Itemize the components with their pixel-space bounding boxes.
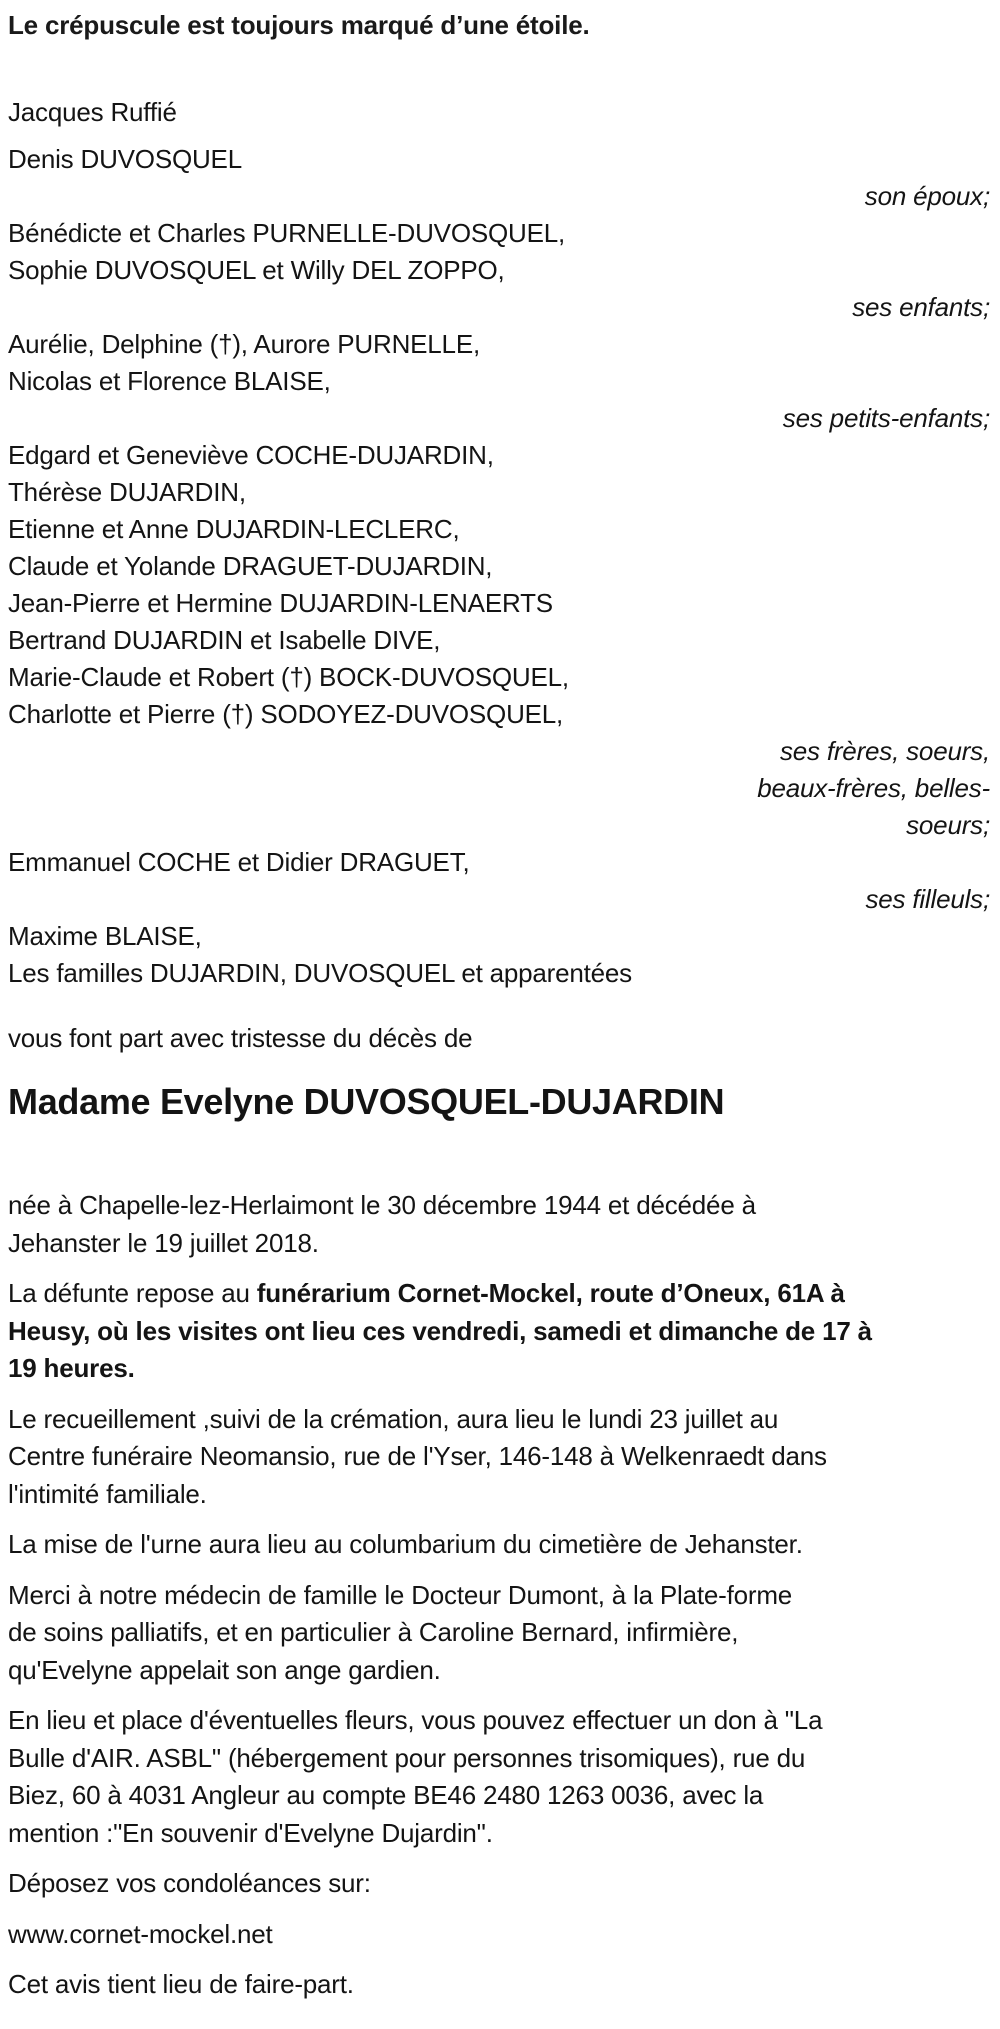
condolences-paragraph <box>8 1865 990 1903</box>
text-line: née à Chapelle-lez-Herlaimont le 30 décembre 1944 et décédée à <box>8 1190 756 1220</box>
thanks-paragraph <box>8 1577 990 1690</box>
family-name: Jean-Pierre et Hermine DUJARDIN-LENAERTS <box>8 588 553 618</box>
family-group-extended <box>8 918 990 992</box>
quote-attribution: Jacques Ruffié <box>8 97 177 127</box>
repose-paragraph <box>8 1275 990 1388</box>
family-group-spouse <box>8 141 990 215</box>
text-line: Bulle d'AIR. ASBL" (hébergement pour personnes trisomiques), rue du <box>8 1742 806 1773</box>
relation-label: ses petits-enfants; <box>782 403 990 433</box>
text-line: Centre funéraire Neomansio, rue de l'Yser, 146-148 à Welkenraedt dans <box>8 1441 827 1471</box>
family-name: Nicolas et Florence BLAISE, <box>8 366 331 396</box>
family-name: Thérèse DUJARDIN, <box>8 477 246 507</box>
family-name: Etienne et Anne DUJARDIN-LECLERC, <box>8 514 460 544</box>
text-line: Cet avis tient lieu de faire-part. <box>8 1969 354 1999</box>
family-name: Emmanuel COCHE et Didier DRAGUET, <box>8 847 470 877</box>
family-group-grandchildren <box>8 326 990 437</box>
text-line: Heusy, où les visites ont lieu ces vendredi, samedi et dimanche de 17 à <box>8 1315 872 1346</box>
family-name: Maxime BLAISE, <box>8 921 202 951</box>
relation-label: ses enfants; <box>852 292 990 322</box>
family-name: Les familles DUJARDIN, DUVOSQUEL et apparentées <box>8 958 632 988</box>
website-link[interactable]: www.cornet-mockel.net <box>8 1918 273 1949</box>
family-list <box>8 141 990 992</box>
deceased-name-title: Madame Evelyne DUVOSQUEL-DUJARDIN <box>8 1081 725 1122</box>
family-name: Edgard et Geneviève COCHE-DUJARDIN, <box>8 440 494 470</box>
repose-lead: La défunte repose au <box>8 1278 257 1308</box>
family-name: Bertrand DUJARDIN et Isabelle DIVE, <box>8 625 441 655</box>
text-line: En lieu et place d'éventuelles fleurs, vous pouvez effectuer un don à "La <box>8 1705 823 1735</box>
relation-label: ses filleuls; <box>865 884 990 914</box>
relation-label: soeurs; <box>906 810 990 840</box>
family-name: Denis DUVOSQUEL <box>8 144 242 174</box>
obituary-page <box>8 8 990 2004</box>
text-line: 19 heures. <box>8 1353 135 1383</box>
birth-death-paragraph <box>8 1187 990 1262</box>
family-name: Aurélie, Delphine (†), Aurore PURNELLE, <box>8 329 480 359</box>
text-line: Déposez vos condoléances sur: <box>8 1868 371 1898</box>
announcement-line: vous font part avec tristesse du décès de <box>8 1023 473 1053</box>
family-name: Sophie DUVOSQUEL et Willy DEL ZOPPO, <box>8 255 505 285</box>
text-line: mention :"En souvenir d'Evelyne Dujardin". <box>8 1817 493 1848</box>
text-line: Merci à notre médecin de famille le Docteur Dumont, à la Plate-forme <box>8 1579 793 1610</box>
relation-label: beaux-frères, belles- <box>757 773 990 803</box>
text-line: La mise de l'urne aura lieu au columbarium du cimetière de Jehanster. <box>8 1529 803 1559</box>
family-group-children <box>8 215 990 326</box>
cremation-paragraph <box>8 1401 990 1514</box>
family-group-godsons <box>8 844 990 918</box>
repose-bold-part: funérarium Cornet-Mockel, route d’Oneux, 61A à <box>256 1278 845 1308</box>
family-name: Charlotte et Pierre (†) SODOYEZ-DUVOSQUEL, <box>8 699 564 729</box>
family-group-siblings <box>8 437 990 844</box>
epitaph-quote: Le crépuscule est toujours marqué d’une étoile. <box>8 10 590 40</box>
family-name: Bénédicte et Charles PURNELLE-DUVOSQUEL, <box>8 218 566 248</box>
text-line <box>8 1275 990 1313</box>
relation-label: ses frères, soeurs, <box>779 736 990 766</box>
text-line: Le recueillement ,suivi de la crémation, aura lieu le lundi 23 juillet au <box>8 1403 779 1434</box>
text-line: l'intimité familiale. <box>8 1478 207 1509</box>
text-line: Jehanster le 19 juillet 2018. <box>8 1227 319 1258</box>
urn-paragraph <box>8 1526 990 1564</box>
text-line: Biez, 60 à 4031 Angleur au compte BE46 2480 1263 0036, avec la <box>8 1780 764 1810</box>
family-name: Marie-Claude et Robert (†) BOCK-DUVOSQUEL, <box>8 662 569 692</box>
donation-paragraph <box>8 1702 990 1852</box>
website-paragraph <box>8 1916 990 1954</box>
family-name: Claude et Yolande DRAGUET-DUJARDIN, <box>8 551 493 581</box>
faire-part-paragraph <box>8 1966 990 2004</box>
text-line: de soins palliatifs, et en particulier à Caroline Bernard, infirmière, <box>8 1617 739 1647</box>
text-line: qu'Evelyne appelait son ange gardien. <box>8 1654 441 1685</box>
relation-label: son époux; <box>864 181 990 211</box>
